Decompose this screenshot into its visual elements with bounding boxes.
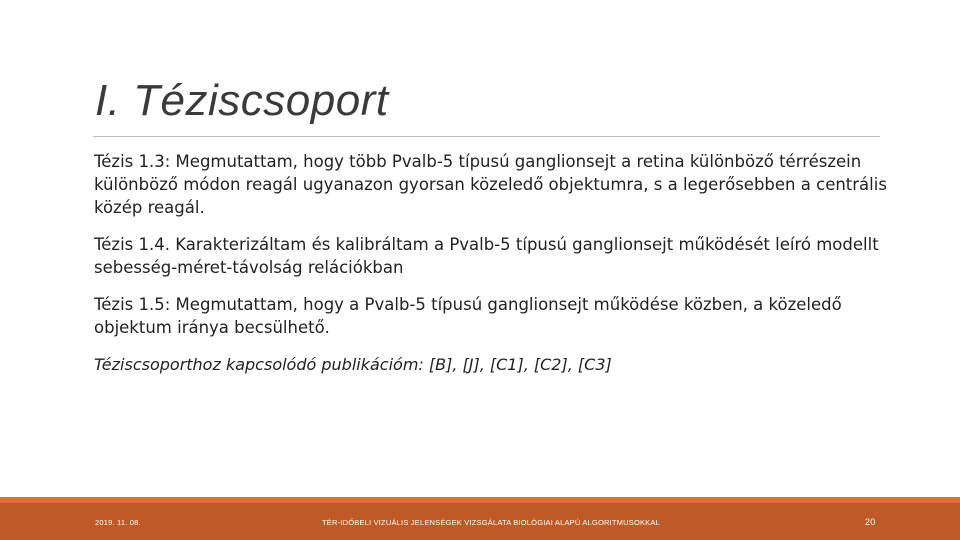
page-number: 20 [865, 517, 876, 527]
slide-title: I. Téziscsoport [95, 76, 389, 125]
publications-note: Téziscsoporthoz kapcsolódó publikációm: [B], [J], [C1], [C2], [C3] [94, 355, 612, 374]
thesis-1-3: Tézis 1.3: Megmutattam, hogy több Pvalb-5 típusú ganglionsejt a retina különböző térrészein különböző módon reagál ugyanazon gyorsan közeledő objektumra, s a legerősebben a centrális közép reagál. [94, 152, 887, 217]
footer-date: 2019. 11. 08. [95, 518, 141, 527]
footer [0, 503, 960, 540]
thesis-1-5: Tézis 1.5: Megmutattam, hogy a Pvalb-5 típusú ganglionsejt működése közben, a közeledő objektum iránya becsülhető. [94, 295, 842, 337]
slide-content [94, 150, 894, 390]
thesis-1-4: Tézis 1.4. Karakterizáltam és kalibráltam a Pvalb-5 típusú ganglionsejt működését leíró modellt sebesség-méret-távolság relációkban [94, 235, 879, 277]
footer-title: TÉR-IDŐBELI VIZUÁLIS JELENSÉGEK VIZSGÁLATA BIOLÓGIAI ALAPÚ ALGORITMUSOKKAL [322, 518, 660, 527]
title-divider [93, 136, 880, 137]
